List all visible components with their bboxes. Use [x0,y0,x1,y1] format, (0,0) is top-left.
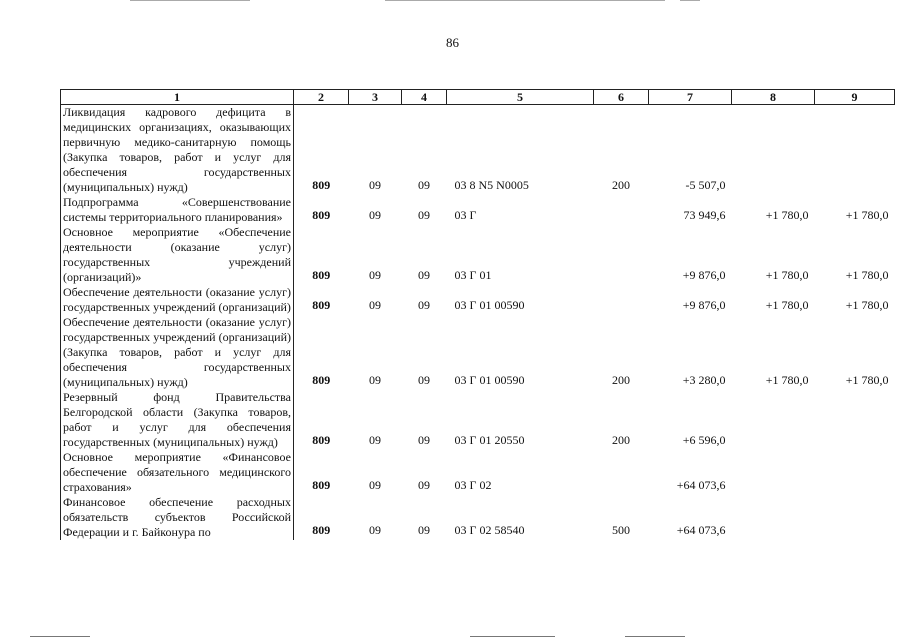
table-row [61,285,895,315]
amount-col-9 [815,390,895,450]
header-col-7: 7 [649,90,732,105]
header-col-3: 3 [349,90,402,105]
expense-type-code: 500 [612,523,630,537]
amount-col-9: +1 780,0 [845,298,889,312]
section-code: 09 [369,268,381,282]
amount-col-8: +1 780,0 [765,208,809,222]
section-code: 09 [369,373,381,387]
table-header [61,90,895,105]
amount-col-8: +1 780,0 [765,373,809,387]
row-description: Ликвидация кадрового дефицита в медицинских организациях, оказывающих первичную медико-санитарную помощь (Закупка товаров, работ и услуг для обеспечения государственных (муниципальных) нужд) [61,105,294,196]
row-description: Подпрограмма «Совершенствование системы территориального планирования» [61,195,294,225]
row-description: Основное мероприятие «Обеспечение деятельности (оказание услуг) государственных учреждений (организаций)» [61,225,294,285]
admin-code: 809 [312,373,331,387]
amount-col-7: +9 876,0 [682,298,726,312]
header-row [61,90,895,105]
expense-type-code [594,225,649,285]
amount-col-9 [815,450,895,495]
amount-col-7: +9 876,0 [682,268,726,282]
row-description: Финансовое обеспечение расходных обязательств субъектов Российской Федерации и г. Байконура по [61,495,294,540]
bottom-scan-marks [0,634,905,640]
amount-col-7: +3 280,0 [682,373,726,387]
amount-col-8 [732,495,815,540]
subsection-code: 09 [418,373,430,387]
expense-type-code [594,450,649,495]
expense-type-code: 200 [612,433,630,447]
section-code: 09 [369,298,381,312]
header-col-2: 2 [294,90,349,105]
target-article-code: 03 Г 02 58540 [454,523,525,537]
expense-type-code: 200 [612,178,630,192]
table-row [61,495,895,540]
expense-type-code: 200 [612,373,630,387]
admin-code: 809 [312,298,331,312]
section-code: 09 [369,523,381,537]
amount-col-7: +6 596,0 [682,433,726,447]
admin-code: 809 [312,178,331,192]
amount-col-7: 73 949,6 [683,208,726,222]
header-col-5: 5 [447,90,594,105]
amount-col-7: -5 507,0 [685,178,726,192]
target-article-code: 03 8 N5 N0005 [454,178,529,192]
amount-col-8: +1 780,0 [765,298,809,312]
target-article-code: 03 Г 01 [454,268,492,282]
section-code: 09 [369,433,381,447]
expense-type-code [594,195,649,225]
header-col-4: 4 [402,90,447,105]
amount-col-9 [815,495,895,540]
subsection-code: 09 [418,433,430,447]
table-row [61,225,895,285]
amount-col-9: +1 780,0 [845,208,889,222]
row-description: Обеспечение деятельности (оказание услуг) государственных учреждений (организаций) [61,285,294,315]
header-col-6: 6 [594,90,649,105]
admin-code: 809 [312,433,331,447]
table-row [61,315,895,390]
section-code: 09 [369,478,381,492]
admin-code: 809 [312,268,331,282]
target-article-code: 03 Г 01 00590 [454,373,525,387]
table-row [61,105,895,196]
table-row [61,450,895,495]
header-col-8: 8 [732,90,815,105]
section-code: 09 [369,178,381,192]
expense-type-code [594,285,649,315]
amount-col-9: +1 780,0 [845,373,889,387]
header-col-9: 9 [815,90,895,105]
amount-col-8 [732,450,815,495]
admin-code: 809 [312,523,331,537]
amount-col-8 [732,390,815,450]
row-description: Обеспечение деятельности (оказание услуг) государственных учреждений (организаций) (Закупка товаров, работ и услуг для обеспечения государственных (муниципальных) нужд) [61,315,294,390]
subsection-code: 09 [418,268,430,282]
target-article-code: 03 Г 01 00590 [454,298,525,312]
target-article-code: 03 Г 01 20550 [454,433,525,447]
subsection-code: 09 [418,523,430,537]
target-article-code: 03 Г 02 [454,478,492,492]
admin-code: 809 [312,478,331,492]
subsection-code: 09 [418,208,430,222]
subsection-code: 09 [418,178,430,192]
header-col-1: 1 [61,90,294,105]
budget-table [60,89,895,540]
row-description: Резервный фонд Правительства Белгородской области (Закупка товаров, работ и услуг для обеспечения государственных (муниципальных) нужд) [61,390,294,450]
amount-col-8: +1 780,0 [765,268,809,282]
table-row [61,390,895,450]
amount-col-9 [815,105,895,196]
section-code: 09 [369,208,381,222]
amount-col-7: +64 073,6 [676,523,726,537]
page-number: 86 [446,35,459,50]
admin-code: 809 [312,208,331,222]
subsection-code: 09 [418,478,430,492]
amount-col-7: +64 073,6 [676,478,726,492]
subsection-code: 09 [418,298,430,312]
row-description: Основное мероприятие «Финансовое обеспечение обязательного медицинского страхования» [61,450,294,495]
table-body [61,105,895,541]
table-row [61,195,895,225]
target-article-code: 03 Г [454,208,477,222]
amount-col-8 [732,105,815,196]
amount-col-9: +1 780,0 [845,268,889,282]
